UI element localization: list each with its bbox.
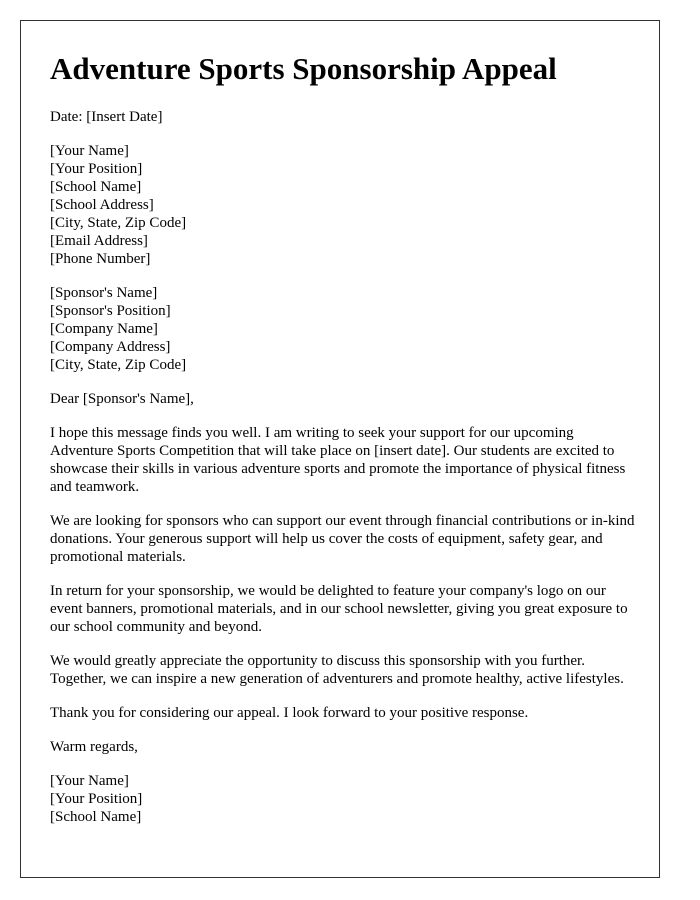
salutation: Dear [Sponsor's Name], (50, 391, 194, 407)
sender-email: [Email Address] (50, 233, 148, 249)
sender-name: [Your Name] (50, 143, 129, 159)
body-paragraph: Thank you for considering our appeal. I look forward to your positive response. (50, 705, 529, 721)
sender-position: [Your Position] (50, 161, 143, 177)
recipient-company-name: [Company Name] (50, 321, 158, 337)
body-paragraph: I hope this message finds you well. I am writing to seek your support for our upcoming Adventure Sports Competition that will take place on [insert date]. Our students are excited to showcase their skills in various adventure sports and promote the importance of physical fitness and teamwork. (50, 425, 626, 495)
recipient-address-block (50, 284, 635, 374)
sender-city-state-zip: [City, State, Zip Code] (50, 215, 187, 231)
recipient-company-address: [Company Address] (50, 339, 171, 355)
recipient-city-state-zip: [City, State, Zip Code] (50, 357, 187, 373)
sender-phone: [Phone Number] (50, 251, 151, 267)
sender-address-block (50, 142, 635, 268)
recipient-position: [Sponsor's Position] (50, 303, 171, 319)
body-paragraph: In return for your sponsorship, we would be delighted to feature your company's logo on our event banners, promotional materials, and in our school newsletter, giving you great exposure to our school community and beyond. (50, 583, 628, 635)
closing: Warm regards, (50, 739, 138, 755)
body-paragraph: We are looking for sponsors who can support our event through financial contributions or in-kind donations. Your generous support will help us cover the costs of equipment, safety gear, and promotional materials. (50, 513, 635, 565)
sender-school-address: [School Address] (50, 197, 154, 213)
date-text: Date: [Insert Date] (50, 109, 163, 125)
letter-content (50, 51, 635, 842)
signature-position: [Your Position] (50, 791, 143, 807)
signature-school-name: [School Name] (50, 809, 142, 825)
signature-block (50, 772, 635, 826)
recipient-name: [Sponsor's Name] (50, 285, 158, 301)
letter-frame (20, 20, 660, 878)
sender-school-name: [School Name] (50, 179, 142, 195)
body-paragraph: We would greatly appreciate the opportunity to discuss this sponsorship with you further. Together, we can inspire a new generation of adventurers and promote healthy, active lifestyles. (50, 653, 624, 687)
letter-title: Adventure Sports Sponsorship Appeal (50, 51, 557, 86)
signature-name: [Your Name] (50, 773, 129, 789)
date-line (50, 108, 635, 126)
